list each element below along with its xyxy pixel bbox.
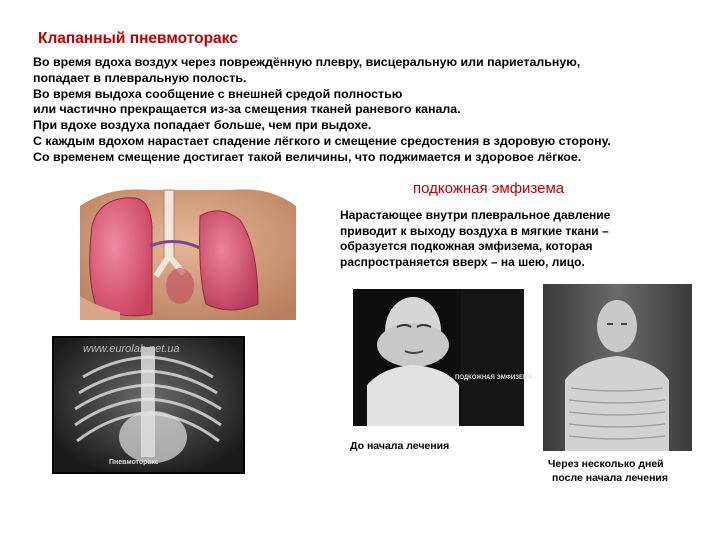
description-paragraph [33, 55, 703, 166]
after-caption-line1: Через несколько дней [548, 458, 664, 470]
description-line: или частично прекращается из-за смещения тканей раневого канала. [33, 102, 461, 117]
patient-photo-before [353, 289, 533, 426]
lung-illustration [80, 186, 296, 320]
slide-title: Клапанный пневмоторакс [38, 30, 238, 47]
emphysema-line: Нарастающее внутри плевральное давление [340, 208, 611, 222]
emphysema-line: приводит к выходу воздуха в мягкие ткани – [340, 223, 609, 238]
photo-inner-label: ПОДКОЖНАЯ ЭМФИЗЕМА [455, 375, 533, 381]
description-line: Во время выдоха сообщение с внешней средой полностью [33, 86, 403, 101]
xray-watermark: www.eurolab.net.ua [83, 343, 180, 355]
emphysema-title: подкожная эмфизема [413, 180, 565, 197]
emphysema-line: распространяется вверх – на шею, лицо. [340, 254, 585, 269]
xray-label: Пневмоторакс [109, 459, 159, 466]
patient-photo-after [543, 284, 692, 451]
description-line: Со временем смещение достигает такой величины, что поджимается и здоровое лёгкое. [33, 149, 582, 164]
before-caption: До начала лечения [350, 440, 450, 452]
emphysema-line: образуется подкожная эмфизема, которая [340, 239, 593, 253]
description-line: С каждым вдохом нарастает спадение лёгкого и смещение средостения в здоровую сторону. [33, 133, 611, 148]
description-line: попадает в плевральную полость. [33, 70, 247, 85]
emphysema-description [340, 208, 610, 270]
description-line: При вдохе воздуха попадает больше, чем при выдохе. [33, 118, 372, 133]
after-caption-line2: после начала лечения [552, 472, 668, 484]
xray-image [53, 337, 244, 473]
description-line: Во время вдоха воздух через повреждённую плевру, висцеральную или париетальную, [33, 55, 581, 69]
